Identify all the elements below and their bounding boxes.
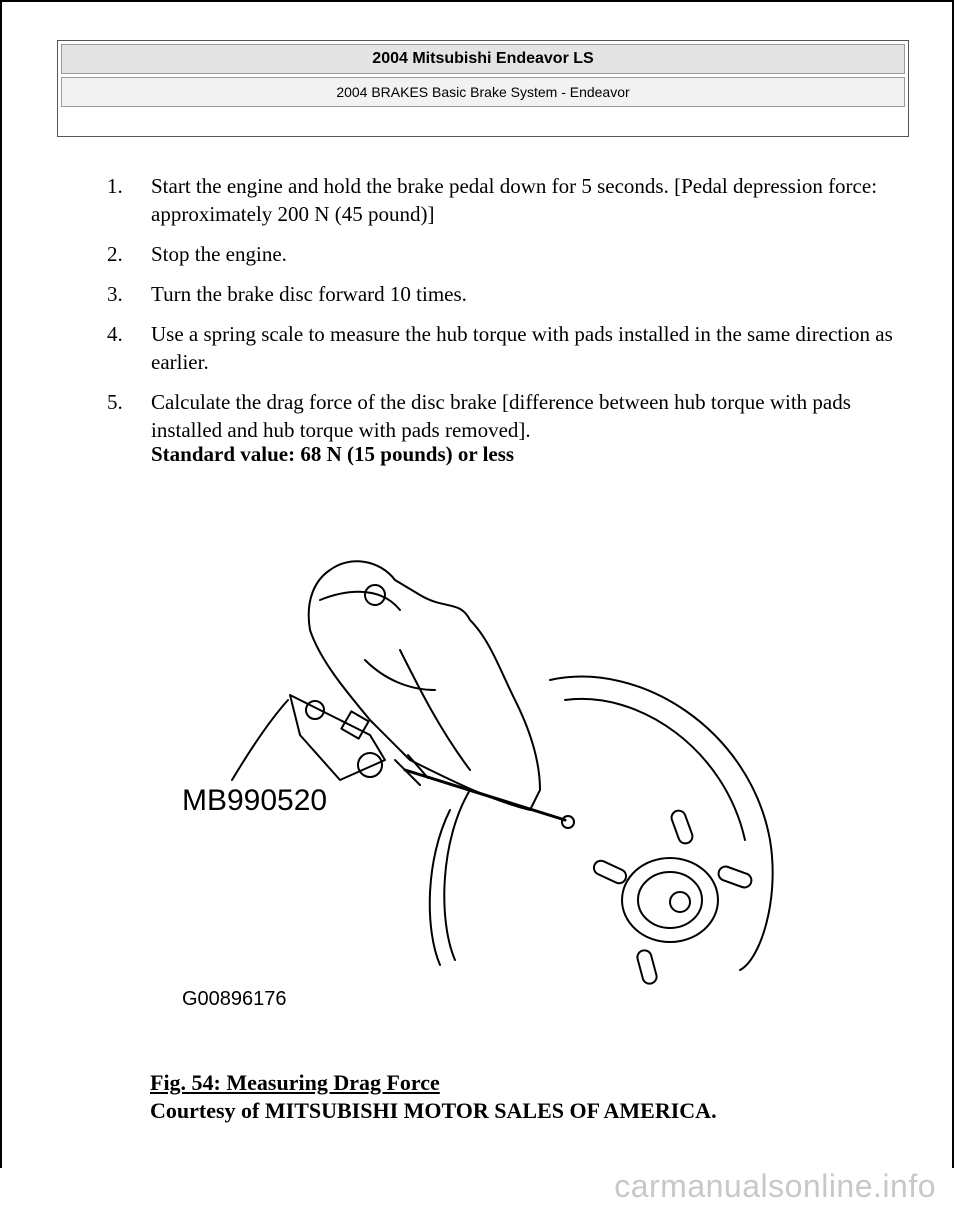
tool-leader-line bbox=[232, 700, 288, 780]
step-text: Use a spring scale to measure the hub torque with pads installed in the same direction as earlier. bbox=[151, 322, 893, 374]
procedure-steps bbox=[107, 172, 907, 456]
step-text: Calculate the drag force of the disc brake [difference between hub torque with pads installed and hub torque with pads removed]. bbox=[151, 390, 851, 442]
site-watermark: carmanualsonline.info bbox=[614, 1168, 936, 1204]
section-title: 2004 BRAKES Basic Brake System - Endeavor bbox=[61, 77, 905, 107]
step-3 bbox=[107, 280, 907, 308]
step-number: 3. bbox=[107, 282, 123, 306]
image-code: G00896176 bbox=[182, 988, 287, 1010]
step-number: 2. bbox=[107, 242, 123, 266]
brake-disc-outline bbox=[550, 677, 773, 970]
step-text: Start the engine and hold the brake pedal down for 5 seconds. [Pedal depression force: approximately 200 N (45 pound)] bbox=[151, 174, 878, 226]
special-tool-arm bbox=[290, 695, 385, 780]
drag-force-illustration bbox=[170, 540, 800, 1010]
figure-caption bbox=[150, 1070, 440, 1096]
standard-value: Standard value: 68 N (15 pounds) or less bbox=[151, 442, 515, 466]
step-number: 1. bbox=[107, 174, 123, 198]
spring-scale-rod bbox=[405, 770, 565, 820]
step-number: 5. bbox=[107, 390, 123, 414]
figure-caption-link[interactable]: Fig. 54: Measuring Drag Force bbox=[150, 1070, 440, 1095]
figure-courtesy: Courtesy of MITSUBISHI MOTOR SALES OF AMERICA. bbox=[150, 1098, 717, 1123]
step-text: Turn the brake disc forward 10 times. bbox=[151, 282, 467, 306]
step-5 bbox=[107, 388, 907, 444]
document-header bbox=[57, 40, 909, 137]
vehicle-title: 2004 Mitsubishi Endeavor LS bbox=[61, 44, 905, 74]
tool-label: MB990520 bbox=[182, 784, 328, 817]
step-text: Stop the engine. bbox=[151, 242, 287, 266]
step-2 bbox=[107, 240, 907, 268]
step-number: 4. bbox=[107, 322, 123, 346]
step-4 bbox=[107, 320, 907, 376]
step-1 bbox=[107, 172, 907, 228]
